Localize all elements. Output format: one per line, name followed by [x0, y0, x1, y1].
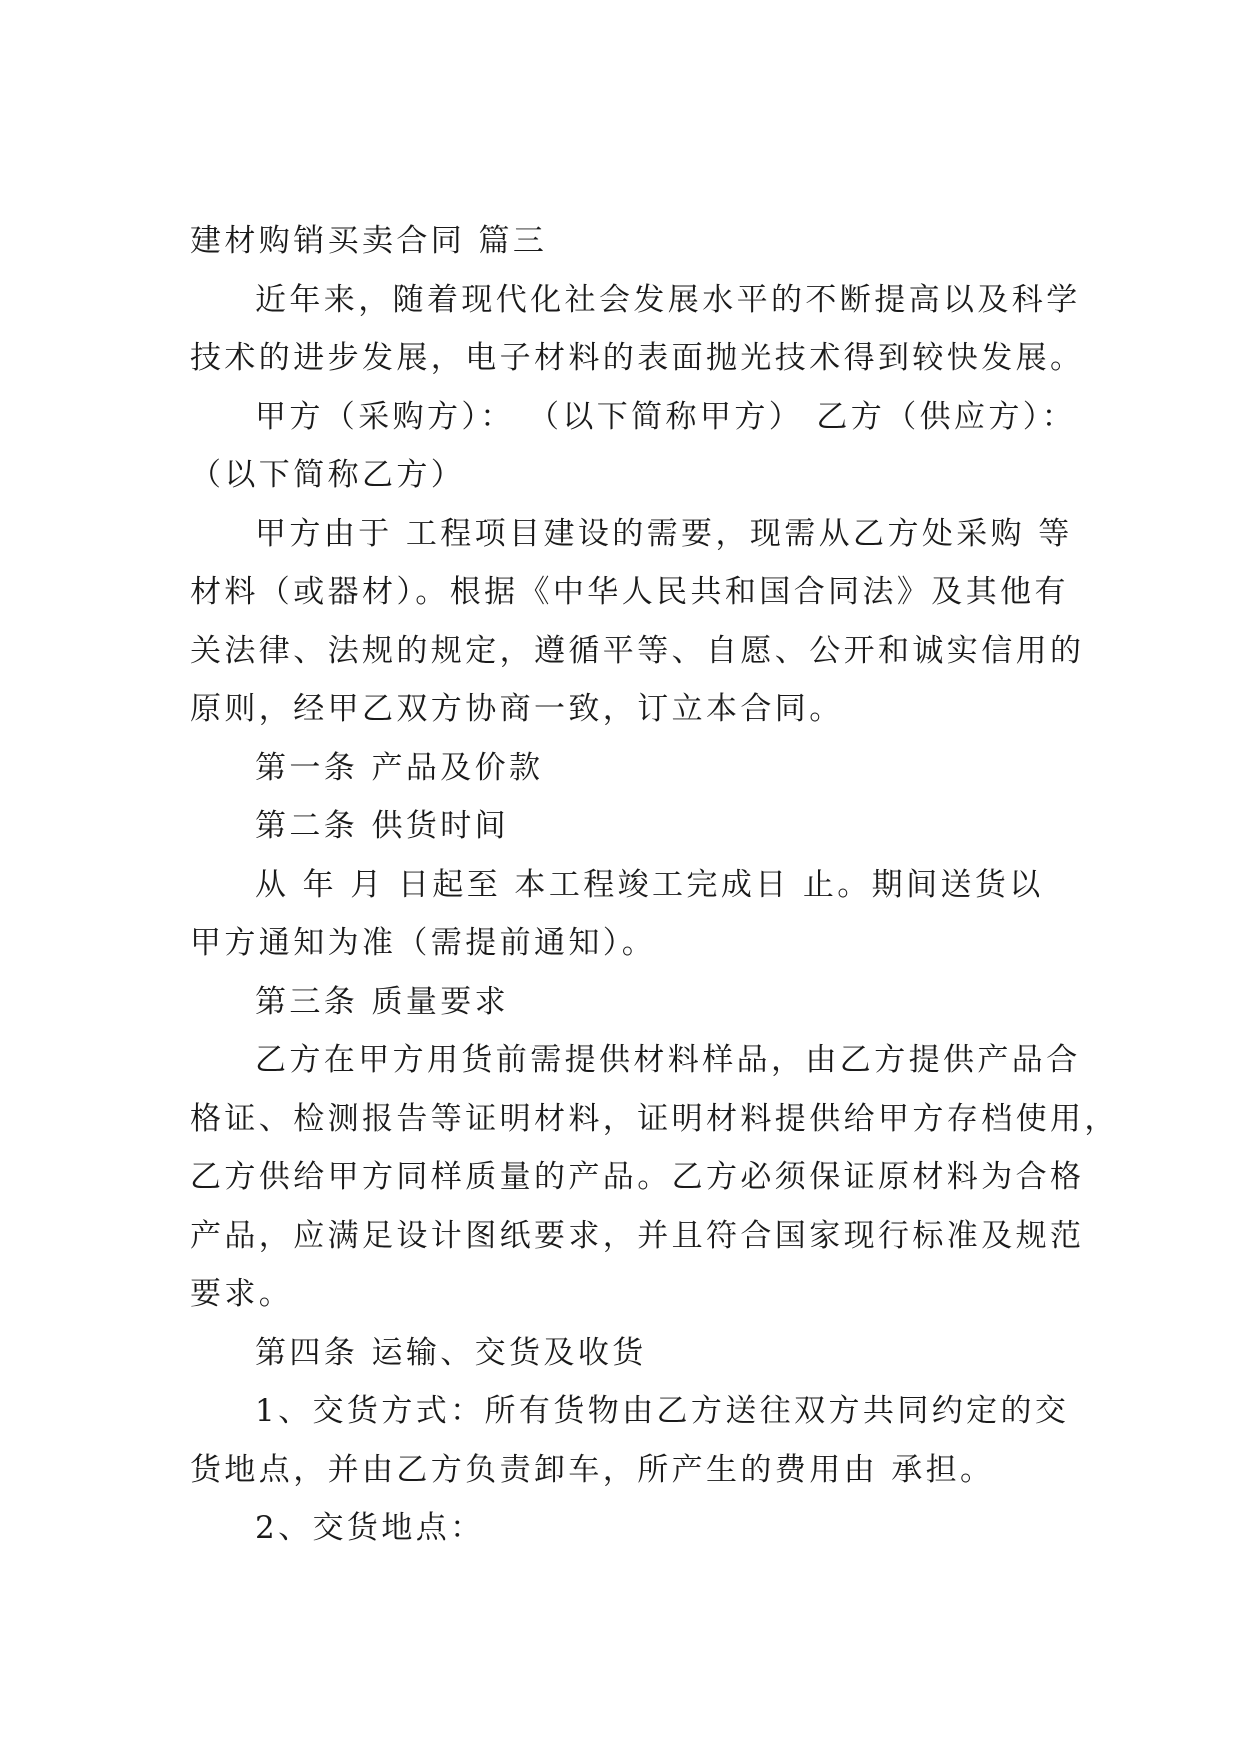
- paragraph-line: 甲方由于 工程项目建设的需要，现需从乙方处采购 等: [255, 515, 1073, 552]
- article-heading: 第三条 质量要求: [255, 983, 510, 1020]
- article-heading: 第一条 产品及价款: [255, 749, 544, 786]
- paragraph-line: 要求。: [190, 1276, 294, 1312]
- paragraph-line: 乙方供给甲方同样质量的产品。乙方必须保证原材料为合格: [190, 1159, 1085, 1195]
- paragraph-line: 材料（或器材）。根据《中华人民共和国合同法》及其他有: [190, 574, 1069, 610]
- paragraph-line: 从 年 月 日起至 本工程竣工完成日 止。期间送货以: [255, 866, 1044, 903]
- paragraph-line: 产品，应满足设计图纸要求，并且符合国家现行标准及规范: [190, 1217, 1085, 1254]
- paragraph-line: 原则，经甲乙双方协商一致，订立本合同。: [190, 691, 844, 727]
- paragraph-line: 1、交货方式：所有货物由乙方送往双方共同约定的交: [255, 1393, 1070, 1429]
- paragraph-line: 2、交货地点：: [255, 1510, 485, 1546]
- paragraph-line: 格证、检测报告等证明材料，证明材料提供给甲方存档使用，: [190, 1100, 1119, 1137]
- article-heading: 第二条 供货时间: [255, 808, 510, 844]
- party-line: 甲方（采购方）： （以下简称甲方） 乙方（供应方）：: [255, 398, 1077, 435]
- paragraph-line: 乙方在甲方用货前需提供材料样品，由乙方提供产品合: [255, 1042, 1081, 1078]
- document-title: 建材购销买卖合同 篇三: [190, 223, 548, 259]
- party-line: （以下简称乙方）: [190, 457, 466, 493]
- document-body: [190, 212, 1119, 1558]
- paragraph-line: 近年来，随着现代化社会发展水平的不断提高以及科学: [255, 281, 1081, 318]
- article-heading: 第四条 运输、交货及收货: [255, 1334, 647, 1371]
- paragraph-line: 甲方通知为准（需提前通知）。: [190, 925, 657, 961]
- paragraph-line: 关法律、法规的规定，遵循平等、自愿、公开和诚实信用的: [190, 632, 1085, 669]
- paragraph-line: 技术的进步发展，电子材料的表面抛光技术得到较快发展。: [190, 340, 1085, 376]
- paragraph-line: 货地点，并由乙方负责卸车，所产生的费用由 承担。: [190, 1451, 995, 1488]
